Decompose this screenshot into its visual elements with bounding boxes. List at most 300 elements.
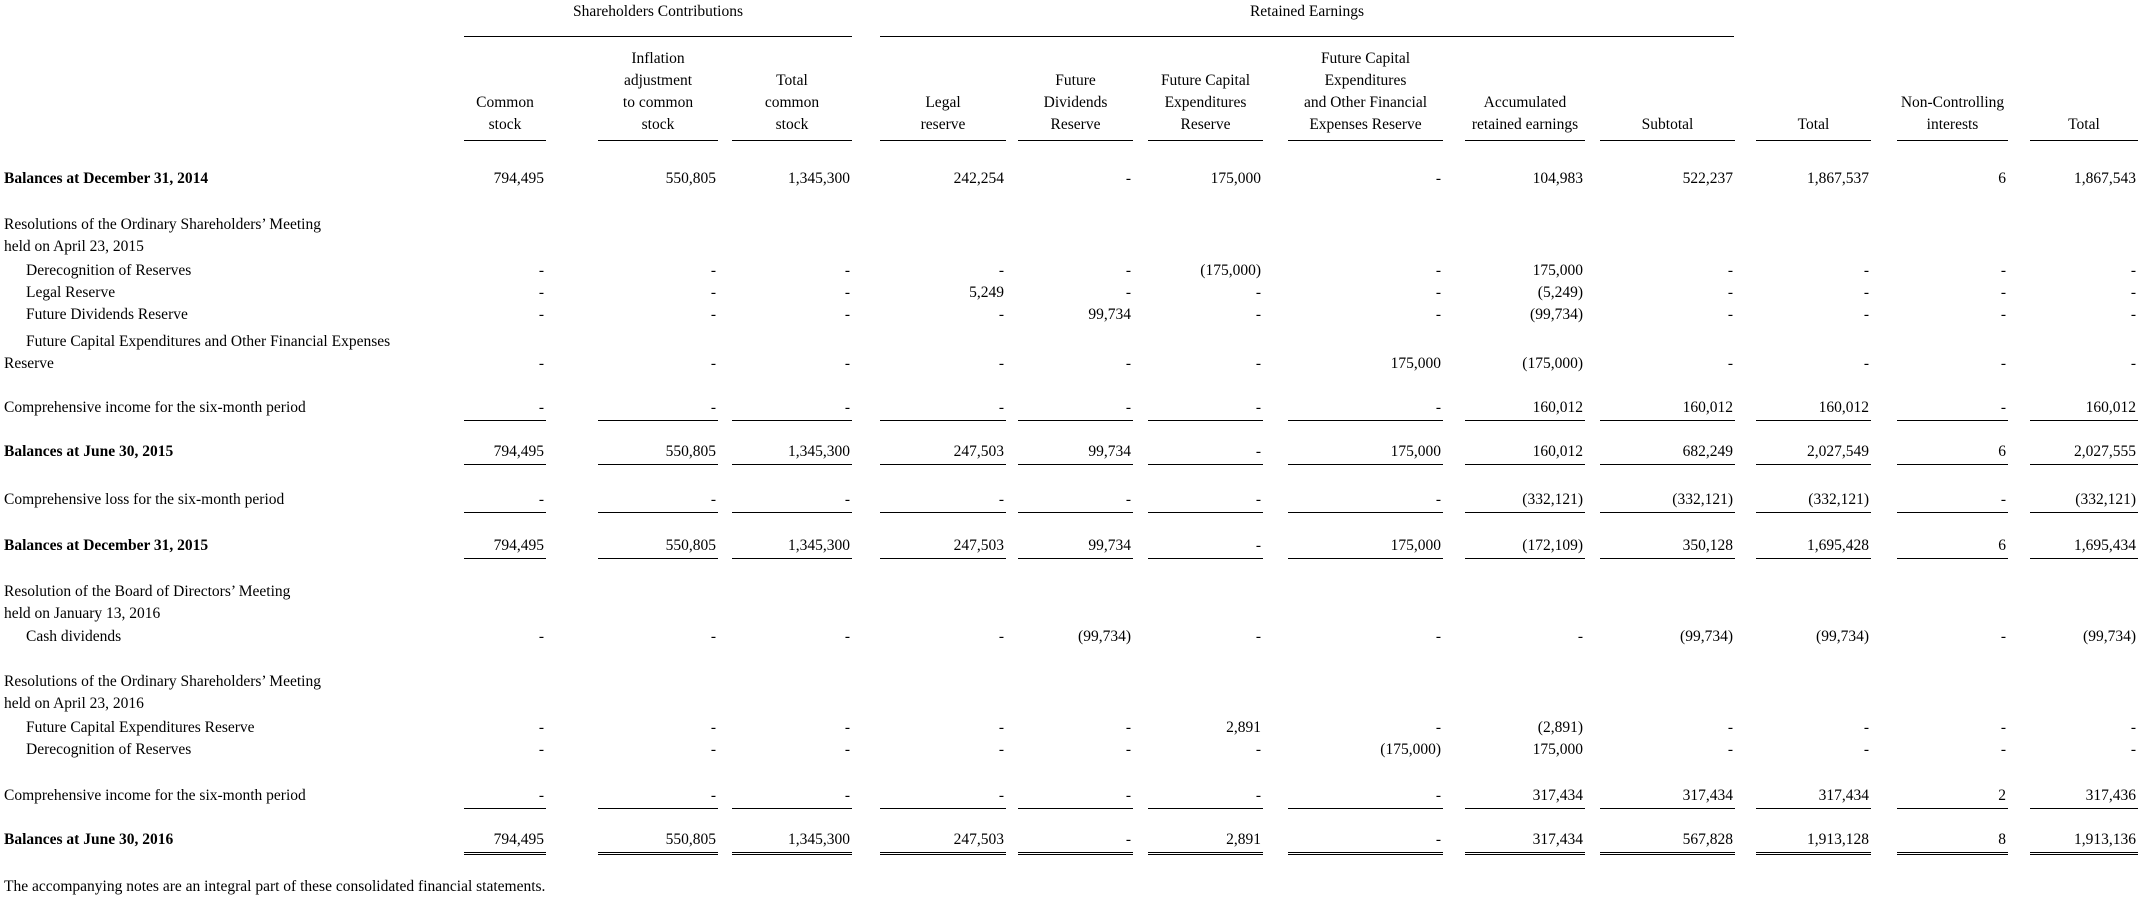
column-header-nci-underline bbox=[1897, 140, 2008, 141]
total-rule-future_capex_fin bbox=[1288, 558, 1443, 559]
cell-total_common: 1,345,300 bbox=[788, 170, 850, 187]
column-header-total_common-line: Total bbox=[776, 72, 808, 89]
cell-future_capex: - bbox=[1255, 491, 1261, 508]
cell-accumulated: (175,000) bbox=[1522, 355, 1583, 372]
cell-total: (332,121) bbox=[1808, 491, 1869, 508]
column-header-future_capex-line: Future Capital bbox=[1160, 72, 1251, 89]
total-rule-total bbox=[1756, 808, 1871, 809]
cell-legal: - bbox=[998, 719, 1004, 736]
cell-future_capex_fin: - bbox=[1435, 262, 1441, 279]
cell-inflation: - bbox=[710, 491, 716, 508]
total-rule-future_div bbox=[1018, 420, 1133, 421]
column-header-accumulated-line: retained earnings bbox=[1471, 116, 1579, 133]
balance-row-label: Balances at December 31, 2015 bbox=[4, 537, 209, 554]
column-header-grand_total-underline bbox=[2030, 140, 2138, 141]
total-rule-legal bbox=[880, 420, 1006, 421]
cell-legal: 247,503 bbox=[953, 831, 1004, 848]
cell-total_common: 1,345,300 bbox=[788, 831, 850, 848]
cell-common: - bbox=[538, 399, 544, 416]
total-rule-total_common bbox=[732, 808, 852, 809]
cell-future_capex: - bbox=[1255, 443, 1261, 460]
total-rule-nci bbox=[1897, 558, 2008, 559]
cell-accumulated: 104,983 bbox=[1532, 170, 1583, 187]
cell-future_capex_fin: - bbox=[1435, 170, 1441, 187]
cell-accumulated: (5,249) bbox=[1537, 284, 1583, 301]
cell-future_capex_fin: 175,000 bbox=[1390, 537, 1441, 554]
footnote: The accompanying notes are an integral part of these consolidated financial statements. bbox=[4, 878, 546, 895]
cell-legal: - bbox=[998, 628, 1004, 645]
column-header-legal-line: Legal bbox=[925, 94, 961, 111]
cell-future_capex_fin: - bbox=[1435, 628, 1441, 645]
column-header-inflation-line: to common bbox=[622, 94, 694, 111]
cell-legal: 5,249 bbox=[969, 284, 1004, 301]
total-rule-common bbox=[464, 512, 546, 513]
total-rule-future_capex bbox=[1148, 808, 1263, 809]
total-rule-subtotal bbox=[1600, 420, 1735, 421]
cell-accumulated: (99,734) bbox=[1530, 306, 1583, 323]
cell-common: - bbox=[538, 719, 544, 736]
total-rule-future_capex bbox=[1148, 558, 1263, 559]
cell-accumulated: (172,109) bbox=[1522, 537, 1583, 554]
total-rule-future_div bbox=[1018, 512, 1133, 513]
cell-common: - bbox=[538, 262, 544, 279]
row-label: Legal Reserve bbox=[26, 284, 116, 301]
cell-inflation: - bbox=[710, 741, 716, 758]
column-header-future_capex_fin-line: Expenses Reserve bbox=[1309, 116, 1422, 133]
column-header-future_div-line: Future bbox=[1055, 72, 1096, 89]
column-header-total-underline bbox=[1756, 140, 1871, 141]
balance-row-label: Balances at December 31, 2014 bbox=[4, 170, 209, 187]
total-rule-legal bbox=[880, 558, 1006, 559]
cell-legal: - bbox=[998, 262, 1004, 279]
cell-total: - bbox=[1863, 284, 1869, 301]
cell-future_capex: - bbox=[1255, 355, 1261, 372]
cell-total_common: - bbox=[844, 491, 850, 508]
column-header-subtotal-line: Subtotal bbox=[1641, 116, 1694, 133]
cell-nci: 2 bbox=[1998, 787, 2006, 804]
cell-nci: 6 bbox=[1998, 537, 2006, 554]
total-rule-nci bbox=[1897, 464, 2008, 465]
total-rule-subtotal bbox=[1600, 512, 1735, 513]
double-rule-accumulated bbox=[1465, 852, 1585, 855]
cell-future_div: - bbox=[1125, 719, 1131, 736]
total-rule-accumulated bbox=[1465, 808, 1585, 809]
cell-total_common: - bbox=[844, 741, 850, 758]
group-header-retained-earnings-underline bbox=[880, 36, 1734, 37]
cell-common: 794,495 bbox=[493, 537, 544, 554]
cell-common: 794,495 bbox=[493, 831, 544, 848]
double-rule-total bbox=[1756, 852, 1871, 855]
cell-nci: - bbox=[2000, 399, 2006, 416]
cell-legal: - bbox=[998, 306, 1004, 323]
column-header-total_common-underline bbox=[732, 140, 852, 141]
cell-inflation: - bbox=[710, 306, 716, 323]
column-header-future_div-line: Dividends bbox=[1043, 94, 1108, 111]
column-header-total_common-line: stock bbox=[775, 116, 809, 133]
cell-total: 1,913,128 bbox=[1807, 831, 1869, 848]
total-rule-total bbox=[1756, 420, 1871, 421]
cell-nci: - bbox=[2000, 355, 2006, 372]
cell-accumulated: (332,121) bbox=[1522, 491, 1583, 508]
total-rule-future_capex bbox=[1148, 464, 1263, 465]
total-rule-future_capex_fin bbox=[1288, 464, 1443, 465]
cell-grand_total: 1,867,543 bbox=[2074, 170, 2136, 187]
cell-subtotal: 682,249 bbox=[1682, 443, 1733, 460]
cell-grand_total: - bbox=[2130, 355, 2136, 372]
row-label: Comprehensive income for the six-month period bbox=[4, 787, 306, 804]
cell-total: 1,695,428 bbox=[1807, 537, 1869, 554]
total-rule-total_common bbox=[732, 464, 852, 465]
cell-grand_total: - bbox=[2130, 284, 2136, 301]
column-header-future_capex_fin-line: Future Capital bbox=[1320, 50, 1411, 67]
column-header-common-line: stock bbox=[488, 116, 522, 133]
total-rule-total_common bbox=[732, 420, 852, 421]
row-label: Comprehensive loss for the six-month period bbox=[4, 491, 285, 508]
column-header-legal-line: reserve bbox=[920, 116, 966, 133]
cell-future_capex_fin: - bbox=[1435, 719, 1441, 736]
cell-total: (99,734) bbox=[1816, 628, 1869, 645]
cell-grand_total: 1,913,136 bbox=[2074, 831, 2136, 848]
column-header-total_common-line: common bbox=[764, 94, 820, 111]
total-rule-inflation bbox=[598, 464, 718, 465]
cell-nci: - bbox=[2000, 628, 2006, 645]
total-rule-inflation bbox=[598, 558, 718, 559]
total-rule-inflation bbox=[598, 420, 718, 421]
total-rule-grand_total bbox=[2030, 420, 2138, 421]
cell-future_capex_fin: - bbox=[1435, 831, 1441, 848]
cell-total: - bbox=[1863, 719, 1869, 736]
cell-common: - bbox=[538, 628, 544, 645]
cell-accumulated: 160,012 bbox=[1532, 399, 1583, 416]
total-rule-common bbox=[464, 420, 546, 421]
column-header-nci-line: Non-Controlling bbox=[1900, 94, 2005, 111]
cell-subtotal: - bbox=[1727, 262, 1733, 279]
cell-legal: - bbox=[998, 491, 1004, 508]
cell-future_capex: - bbox=[1255, 399, 1261, 416]
cell-future_capex_fin: - bbox=[1435, 399, 1441, 416]
column-header-future_capex-line: Expenditures bbox=[1164, 94, 1247, 111]
total-rule-future_capex_fin bbox=[1288, 512, 1443, 513]
cell-nci: - bbox=[2000, 741, 2006, 758]
cell-inflation: - bbox=[710, 399, 716, 416]
group-header-retained-earnings: Retained Earnings bbox=[1249, 3, 1365, 20]
cell-total_common: - bbox=[844, 355, 850, 372]
column-header-accumulated-line: Accumulated bbox=[1483, 94, 1567, 111]
total-rule-grand_total bbox=[2030, 808, 2138, 809]
cell-future_div: 99,734 bbox=[1088, 443, 1131, 460]
cell-nci: - bbox=[2000, 719, 2006, 736]
total-rule-inflation bbox=[598, 808, 718, 809]
cell-total: 2,027,549 bbox=[1807, 443, 1869, 460]
cell-total: - bbox=[1863, 262, 1869, 279]
row-label: Derecognition of Reserves bbox=[26, 741, 192, 758]
cell-accumulated: - bbox=[1577, 628, 1583, 645]
total-rule-nci bbox=[1897, 512, 2008, 513]
cell-total: - bbox=[1863, 741, 1869, 758]
cell-subtotal: 522,237 bbox=[1682, 170, 1733, 187]
row-label: Derecognition of Reserves bbox=[26, 262, 192, 279]
cell-grand_total: 1,695,434 bbox=[2074, 537, 2136, 554]
column-header-future_capex-line: Reserve bbox=[1180, 116, 1231, 133]
cell-inflation: 550,805 bbox=[665, 537, 716, 554]
row-label: held on January 13, 2016 bbox=[4, 605, 161, 622]
column-header-future_div-line: Reserve bbox=[1050, 116, 1101, 133]
total-rule-total_common bbox=[732, 558, 852, 559]
column-header-future_capex_fin-underline bbox=[1288, 140, 1443, 141]
cell-total_common: - bbox=[844, 628, 850, 645]
cell-total_common: - bbox=[844, 719, 850, 736]
row-label: held on April 23, 2015 bbox=[4, 238, 144, 255]
cell-grand_total: - bbox=[2130, 306, 2136, 323]
total-rule-accumulated bbox=[1465, 512, 1585, 513]
total-rule-subtotal bbox=[1600, 558, 1735, 559]
cell-nci: 6 bbox=[1998, 170, 2006, 187]
total-rule-total bbox=[1756, 558, 1871, 559]
total-rule-future_div bbox=[1018, 808, 1133, 809]
cell-total: 160,012 bbox=[1818, 399, 1869, 416]
cell-future_capex: 175,000 bbox=[1210, 170, 1261, 187]
cell-total_common: 1,345,300 bbox=[788, 443, 850, 460]
cell-nci: - bbox=[2000, 306, 2006, 323]
balance-row-label: Balances at June 30, 2016 bbox=[4, 831, 174, 848]
cell-future_capex_fin: - bbox=[1435, 491, 1441, 508]
cell-accumulated: (2,891) bbox=[1537, 719, 1583, 736]
row-label: Resolutions of the Ordinary Shareholders’ Meeting bbox=[4, 673, 321, 690]
cell-total: - bbox=[1863, 355, 1869, 372]
total-rule-future_capex bbox=[1148, 512, 1263, 513]
cell-subtotal: 567,828 bbox=[1682, 831, 1733, 848]
cell-legal: 247,503 bbox=[953, 537, 1004, 554]
cell-future_div: - bbox=[1125, 284, 1131, 301]
total-rule-nci bbox=[1897, 808, 2008, 809]
cell-nci: - bbox=[2000, 491, 2006, 508]
cell-accumulated: 317,434 bbox=[1532, 831, 1583, 848]
cell-future_capex: 2,891 bbox=[1226, 831, 1261, 848]
cell-inflation: - bbox=[710, 284, 716, 301]
cell-inflation: 550,805 bbox=[665, 443, 716, 460]
total-rule-future_capex_fin bbox=[1288, 420, 1443, 421]
cell-inflation: 550,805 bbox=[665, 831, 716, 848]
row-label: Future Capital Expenditures Reserve bbox=[26, 719, 255, 736]
double-rule-total_common bbox=[732, 852, 852, 855]
column-header-legal-underline bbox=[880, 140, 1006, 141]
column-header-inflation-line: stock bbox=[641, 116, 675, 133]
cell-future_capex: (175,000) bbox=[1200, 262, 1261, 279]
cell-subtotal: (332,121) bbox=[1672, 491, 1733, 508]
cell-future_div: (99,734) bbox=[1078, 628, 1131, 645]
cell-legal: - bbox=[998, 399, 1004, 416]
total-rule-subtotal bbox=[1600, 464, 1735, 465]
double-rule-subtotal bbox=[1600, 852, 1735, 855]
column-header-grand_total-line: Total bbox=[2068, 116, 2100, 133]
cell-future_div: - bbox=[1125, 262, 1131, 279]
column-header-future_capex-underline bbox=[1148, 140, 1263, 141]
cell-total_common: - bbox=[844, 306, 850, 323]
total-rule-common bbox=[464, 808, 546, 809]
cell-nci: 6 bbox=[1998, 443, 2006, 460]
cell-future_div: 99,734 bbox=[1088, 537, 1131, 554]
row-label: Reserve bbox=[4, 355, 54, 372]
cell-total_common: - bbox=[844, 399, 850, 416]
cell-accumulated: 175,000 bbox=[1532, 741, 1583, 758]
cell-future_capex: - bbox=[1255, 741, 1261, 758]
cell-future_capex_fin: 175,000 bbox=[1390, 355, 1441, 372]
double-rule-future_div bbox=[1018, 852, 1133, 855]
cell-inflation: - bbox=[710, 719, 716, 736]
cell-grand_total: 160,012 bbox=[2085, 399, 2136, 416]
total-rule-future_div bbox=[1018, 464, 1133, 465]
double-rule-common bbox=[464, 852, 546, 855]
total-rule-total bbox=[1756, 464, 1871, 465]
cell-subtotal: - bbox=[1727, 355, 1733, 372]
row-label: Resolutions of the Ordinary Shareholders’ Meeting bbox=[4, 216, 321, 233]
column-header-inflation-underline bbox=[598, 140, 718, 141]
cell-inflation: - bbox=[710, 262, 716, 279]
cell-subtotal: - bbox=[1727, 306, 1733, 323]
cell-future_capex: - bbox=[1255, 537, 1261, 554]
double-rule-grand_total bbox=[2030, 852, 2138, 855]
cell-grand_total: - bbox=[2130, 262, 2136, 279]
cell-legal: - bbox=[998, 355, 1004, 372]
total-rule-total_common bbox=[732, 512, 852, 513]
total-rule-future_capex_fin bbox=[1288, 808, 1443, 809]
total-rule-common bbox=[464, 558, 546, 559]
cell-total_common: - bbox=[844, 787, 850, 804]
total-rule-subtotal bbox=[1600, 808, 1735, 809]
total-rule-accumulated bbox=[1465, 420, 1585, 421]
cell-legal: - bbox=[998, 741, 1004, 758]
total-rule-accumulated bbox=[1465, 464, 1585, 465]
cell-future_capex_fin: 175,000 bbox=[1390, 443, 1441, 460]
total-rule-legal bbox=[880, 512, 1006, 513]
cell-nci: - bbox=[2000, 284, 2006, 301]
cell-common: 794,495 bbox=[493, 170, 544, 187]
cell-future_div: - bbox=[1125, 491, 1131, 508]
cell-common: - bbox=[538, 491, 544, 508]
column-header-total-line: Total bbox=[1797, 116, 1830, 133]
row-label: Future Capital Expenditures and Other Financial Expenses bbox=[26, 333, 391, 350]
cell-common: - bbox=[538, 787, 544, 804]
double-rule-future_capex_fin bbox=[1288, 852, 1443, 855]
cell-legal: 242,254 bbox=[953, 170, 1004, 187]
cell-subtotal: - bbox=[1727, 741, 1733, 758]
cell-total_common: - bbox=[844, 262, 850, 279]
cell-grand_total: - bbox=[2130, 719, 2136, 736]
cell-subtotal: - bbox=[1727, 719, 1733, 736]
cell-future_capex_fin: - bbox=[1435, 787, 1441, 804]
cell-total: 1,867,537 bbox=[1807, 170, 1869, 187]
total-rule-inflation bbox=[598, 512, 718, 513]
column-header-nci-line: interests bbox=[1926, 116, 1979, 133]
total-rule-grand_total bbox=[2030, 512, 2138, 513]
cell-future_div: - bbox=[1125, 170, 1131, 187]
total-rule-total bbox=[1756, 512, 1871, 513]
row-label: Resolution of the Board of Directors’ Meeting bbox=[4, 583, 291, 600]
cell-subtotal: 350,128 bbox=[1682, 537, 1733, 554]
cell-accumulated: 160,012 bbox=[1532, 443, 1583, 460]
cell-legal: 247,503 bbox=[953, 443, 1004, 460]
row-label: Future Dividends Reserve bbox=[26, 306, 188, 323]
double-rule-future_capex bbox=[1148, 852, 1263, 855]
cell-future_div: - bbox=[1125, 399, 1131, 416]
column-header-common-underline bbox=[464, 140, 546, 141]
total-rule-common bbox=[464, 464, 546, 465]
column-header-future_capex_fin-line: Expenditures bbox=[1324, 72, 1407, 89]
total-rule-nci bbox=[1897, 420, 2008, 421]
cell-inflation: 550,805 bbox=[665, 170, 716, 187]
column-header-inflation-line: adjustment bbox=[623, 72, 693, 89]
total-rule-accumulated bbox=[1465, 558, 1585, 559]
cell-future_capex: - bbox=[1255, 284, 1261, 301]
total-rule-legal bbox=[880, 464, 1006, 465]
cell-grand_total: (332,121) bbox=[2075, 491, 2136, 508]
cell-future_div: 99,734 bbox=[1088, 306, 1131, 323]
column-header-future_div-underline bbox=[1018, 140, 1133, 141]
cell-future_capex_fin: - bbox=[1435, 306, 1441, 323]
cell-future_capex: 2,891 bbox=[1226, 719, 1261, 736]
cell-subtotal: 160,012 bbox=[1682, 399, 1733, 416]
cell-legal: - bbox=[998, 787, 1004, 804]
column-header-accumulated-underline bbox=[1465, 140, 1585, 141]
cell-future_div: - bbox=[1125, 831, 1131, 848]
cell-accumulated: 317,434 bbox=[1532, 787, 1583, 804]
cell-common: - bbox=[538, 284, 544, 301]
cell-common: - bbox=[538, 355, 544, 372]
cell-grand_total: 2,027,555 bbox=[2074, 443, 2136, 460]
cell-future_div: - bbox=[1125, 355, 1131, 372]
cell-future_capex_fin: (175,000) bbox=[1380, 741, 1441, 758]
total-rule-grand_total bbox=[2030, 464, 2138, 465]
cell-accumulated: 175,000 bbox=[1532, 262, 1583, 279]
cell-common: - bbox=[538, 306, 544, 323]
column-header-future_capex_fin-line: and Other Financial bbox=[1303, 94, 1428, 111]
row-label: Comprehensive income for the six-month period bbox=[4, 399, 306, 416]
group-header-shareholders-underline bbox=[464, 36, 852, 37]
cell-total: - bbox=[1863, 306, 1869, 323]
group-header-shareholders: Shareholders Contributions bbox=[572, 3, 744, 20]
cell-total_common: 1,345,300 bbox=[788, 537, 850, 554]
cell-subtotal: - bbox=[1727, 284, 1733, 301]
cell-grand_total: 317,436 bbox=[2085, 787, 2136, 804]
cell-grand_total: (99,734) bbox=[2083, 628, 2136, 645]
double-rule-legal bbox=[880, 852, 1006, 855]
column-header-common-line: Common bbox=[476, 94, 534, 111]
cell-common: - bbox=[538, 741, 544, 758]
total-rule-future_capex bbox=[1148, 420, 1263, 421]
column-header-inflation-line: Inflation bbox=[631, 50, 685, 67]
double-rule-inflation bbox=[598, 852, 718, 855]
cell-total_common: - bbox=[844, 284, 850, 301]
total-rule-legal bbox=[880, 808, 1006, 809]
balance-row-label: Balances at June 30, 2015 bbox=[4, 443, 174, 460]
cell-future_div: - bbox=[1125, 787, 1131, 804]
cell-future_capex: - bbox=[1255, 787, 1261, 804]
cell-future_capex: - bbox=[1255, 628, 1261, 645]
cell-future_div: - bbox=[1125, 741, 1131, 758]
row-label: held on April 23, 2016 bbox=[4, 695, 144, 712]
cell-inflation: - bbox=[710, 787, 716, 804]
total-rule-grand_total bbox=[2030, 558, 2138, 559]
cell-common: 794,495 bbox=[493, 443, 544, 460]
cell-subtotal: 317,434 bbox=[1682, 787, 1733, 804]
cell-subtotal: (99,734) bbox=[1680, 628, 1733, 645]
column-header-subtotal-underline bbox=[1600, 140, 1735, 141]
cell-nci: 8 bbox=[1998, 831, 2006, 848]
cell-total: 317,434 bbox=[1818, 787, 1869, 804]
cell-future_capex: - bbox=[1255, 306, 1261, 323]
cell-grand_total: - bbox=[2130, 741, 2136, 758]
cell-inflation: - bbox=[710, 628, 716, 645]
